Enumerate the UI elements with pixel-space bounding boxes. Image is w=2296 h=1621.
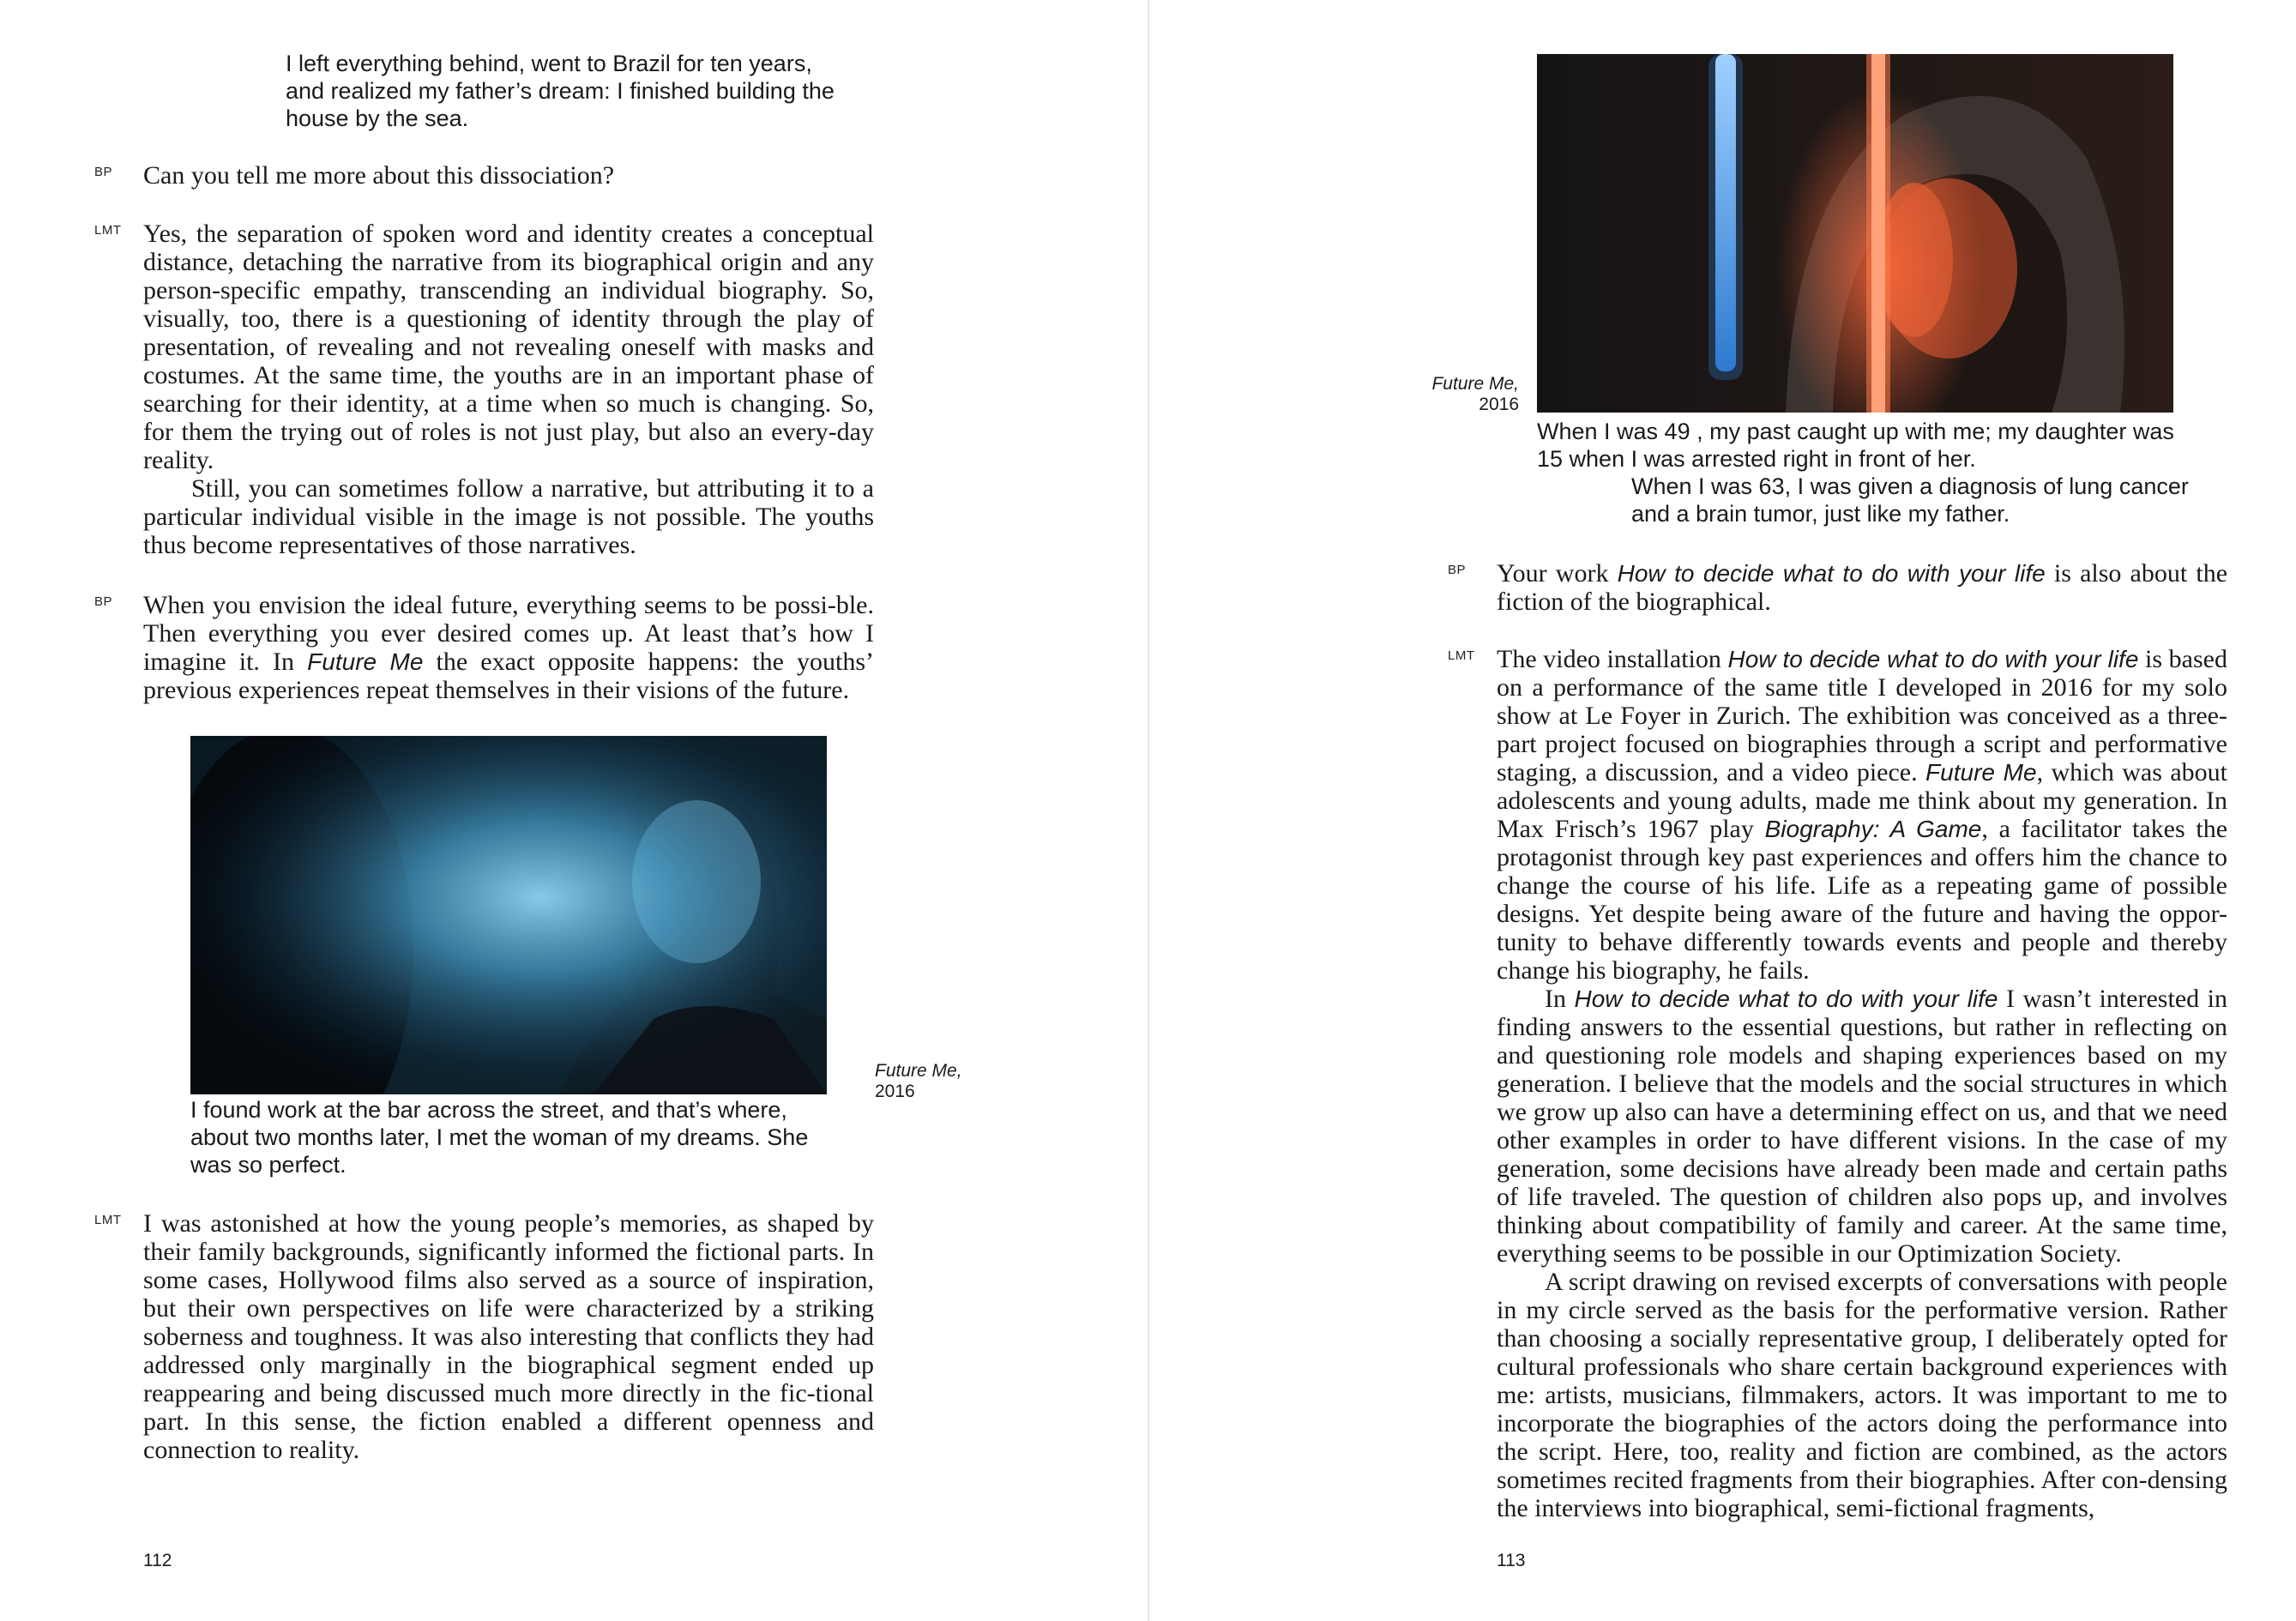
question-1	[143, 161, 874, 190]
work-title: How to decide what to do with your life	[1574, 985, 1998, 1012]
answer-1-paragraph-1: Yes, the separation of spoken word and identity creates a conceptual distance, detaching the narrative from its biographical origin and any person-specific empathy, transcending an individual biography. So, visually, too, there is a questioning of identity through the play of presentation, of revealing and not revealing oneself with masks and costumes. At the same time, the youths are in an important phase of searching for their identity, at a time when so much is changing. So, for them the trying out of roles is not just play, but also an every-day reality.	[143, 220, 874, 474]
figure-quote-block	[190, 1096, 842, 1178]
question-2-text-part: the exact opposite happens: the youths’ previous experiences repeat themselves in their visions of the future.	[143, 648, 875, 704]
figure-caption	[875, 1061, 962, 1102]
right-page	[1149, 0, 2296, 1621]
question-2	[143, 591, 874, 704]
answer-3-paragraph-1	[1497, 645, 2227, 985]
question-3-text	[1497, 559, 2227, 616]
answer-3-text-part: In	[1545, 985, 1575, 1013]
answer-3-text-part: I wasn’t interested in finding answers to the essential questions, but rather in reflecting on and questioning role models and shaping experiences based on my generation. I believe that the models and the social structures in which we grow up also can have a determining effect on us, and that we need other examples in order to have different visions. In the case of my generation, some decisions have already been made and certain paths of life traveled. The question of children also pops up, and involves thinking about compatibility of family and career. At the same time, everything seems to be possible in our Optimization Society.	[1497, 985, 2227, 1268]
caption-title: Future Me,	[875, 1061, 962, 1081]
answer-3-text-part: , a facilitator takes the protagonist through key past experiences and offers him the chance to change the course of his life. Life as a repeating game of possible designs. Yet despite being aware of the future and having the oppor-tunity to behave differently towards events and people and thereby change his biography, he fails.	[1497, 815, 2228, 985]
work-title: Future Me	[1925, 759, 2037, 786]
work-title: How to decide what to do with your life	[1727, 646, 2139, 672]
caption-year: 2016	[1479, 395, 1519, 414]
question-2-text-part: When you envision the ideal future, everything seems to be possi-ble. Then everything you ever desired comes up. At least that’s how I imagine it. In	[143, 591, 874, 676]
page-number: 113	[1497, 1551, 1526, 1570]
question-1-text: Can you tell me more about this dissociation?	[143, 161, 615, 190]
speaker-label: LMT	[94, 223, 122, 238]
question-2-text	[143, 591, 874, 704]
work-title: Biography: A Game	[1764, 816, 1982, 842]
speaker-label: BP	[94, 165, 113, 179]
work-title: Future Me	[307, 648, 424, 675]
work-title: How to decide what to do with your life	[1617, 560, 2046, 587]
answer-3	[1497, 645, 2227, 1522]
answer-2-text: I was astonished at how the young people’s memories, as shaped by their family backgrounds, significantly informed the fictional parts. In some cases, Hollywood films also served as a source of inspiration, but their own perspectives on life were characterized by a striking soberness and toughness. It was also interesting that conflicts they had addressed only marginally in the biographical segment ended up reappearing and being discussed much more directly in the fic-tional part. In this sense, the fiction enabled a different openness and connection to reality.	[143, 1209, 874, 1464]
speaker-label: LMT	[94, 1213, 122, 1227]
photo-future-me-smoke	[190, 736, 827, 1094]
answer-3-paragraph-2	[1497, 985, 2227, 1268]
answer-3-text-part: is based on a performance of the same title I developed in 2016 for my solo show at Le Foyer in Zurich. The exhibition was conceived as a three-part project focused on biographies through a script and performative staging, a discussion, and a video piece.	[1497, 645, 2227, 786]
speaker-label: BP	[94, 594, 113, 609]
caption-title: Future Me,	[1431, 374, 1519, 394]
question-3	[1497, 559, 2227, 616]
photo-future-me-hood	[1537, 54, 2173, 413]
intro-quote-block	[286, 50, 835, 132]
answer-3-text-part: The video installation	[1497, 645, 1728, 673]
speaker-label: LMT	[1448, 648, 1475, 663]
answer-3-text-part: , which was about adolescents and young adults, made me think about my generation. In Max Frisch’s 1967 play	[1497, 758, 2227, 843]
figure-quote-block	[1537, 418, 2189, 527]
figure-caption	[1407, 374, 1519, 415]
figure-quote-1: When I was 49 , my past caught up with me; my daughter was 15 when I was arrested right in front of her.	[1537, 419, 2174, 472]
answer-2	[143, 1209, 874, 1464]
answer-1	[143, 220, 874, 559]
answer-3-paragraph-3: A script drawing on revised excerpts of conversations with people in my circle served as the basis for the performative version. Rather than choosing a socially representative group, I deliberately opted for cultural professionals who share certain background experiences with me: artists, musicians, filmmakers, actors. It was important to me to incorporate the biographies of the actors doing the performance into the script. Here, too, reality and fiction are combined, as the actors sometimes recited fragments from their biographies. After con-densing the interviews into biographical, semi-fictional fragments,	[1497, 1268, 2227, 1522]
caption-year: 2016	[875, 1082, 915, 1101]
speaker-label: BP	[1448, 563, 1467, 577]
question-3-text-part: is also about the fiction of the biographical.	[1497, 559, 2228, 616]
figure-quote: I found work at the bar across the street, and that’s where, about two months later, I met the woman of my dreams. She was so perfect.	[190, 1097, 809, 1178]
page-number: 112	[143, 1551, 172, 1570]
question-3-text-part: Your work	[1497, 559, 1618, 588]
figure-quote-2: When I was 63, I was given a diagnosis of lung cancer and a brain tumor, just like my father.	[1631, 473, 2189, 527]
intro-quote: I left everything behind, went to Brazil for ten years, and realized my father’s dream: I finished building the house by the sea.	[286, 51, 835, 131]
answer-1-paragraph-2: Still, you can sometimes follow a narrative, but attributing it to a particular individual visible in the image is not possible. The youths thus become representatives of those narratives.	[143, 474, 874, 559]
